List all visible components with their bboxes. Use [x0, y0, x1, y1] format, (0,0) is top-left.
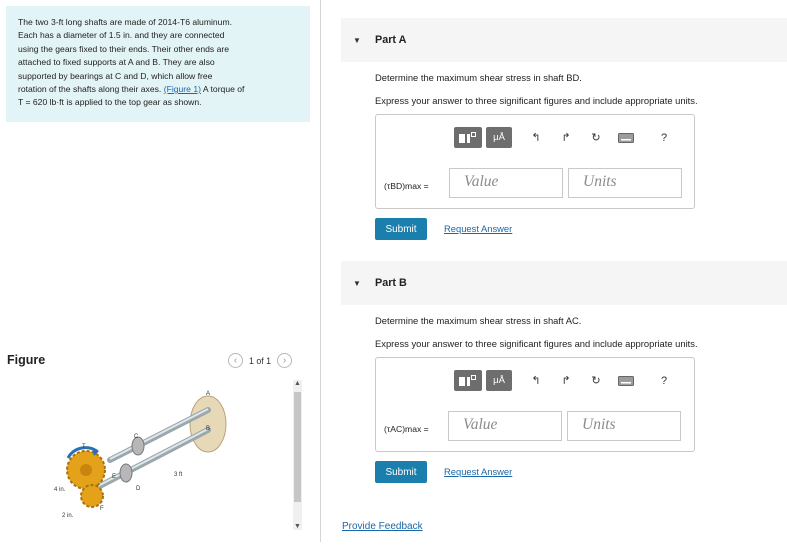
- template-icon: [458, 374, 478, 388]
- collapse-triangle-icon[interactable]: ▼: [353, 35, 361, 45]
- collapse-triangle-icon[interactable]: ▼: [353, 278, 361, 288]
- label-a: A: [206, 391, 211, 397]
- label-radius-2: 2 in.: [62, 513, 74, 519]
- symbols-button[interactable]: μÅ: [486, 370, 512, 391]
- figure-title: Figure: [7, 353, 46, 367]
- fixed-support: [190, 396, 226, 452]
- tau-ac-label: (τAC)max =: [384, 424, 429, 434]
- label-radius-4: 4 in.: [54, 487, 66, 493]
- part-a-header[interactable]: [341, 18, 787, 62]
- part-b-question: Determine the maximum shear stress in shaft AC.: [375, 315, 582, 326]
- keyboard-glyph: [618, 133, 634, 143]
- label-c: C: [134, 434, 139, 440]
- part-a-title: Part A: [375, 34, 407, 46]
- problem-text: rotation of the shafts along their axes.: [18, 84, 164, 95]
- part-a-question: Determine the maximum shear stress in shaft BD.: [375, 72, 582, 83]
- page-indicator: 1 of 1: [249, 355, 272, 366]
- provide-feedback-link[interactable]: Provide Feedback: [342, 521, 423, 532]
- label-f: F: [100, 506, 104, 512]
- figure-image: [48, 380, 288, 540]
- figure-link[interactable]: (Figure 1): [163, 84, 201, 95]
- gear-hub: [80, 464, 92, 476]
- problem-text: A torque of: [200, 84, 245, 95]
- chevron-left-icon[interactable]: ‹: [228, 353, 243, 368]
- part-b-answer-box: [375, 357, 695, 452]
- scroll-up-icon[interactable]: ▲: [294, 380, 301, 387]
- math-toolbar: [454, 127, 674, 148]
- scroll-down-icon[interactable]: ▼: [294, 523, 301, 530]
- help-icon[interactable]: ?: [660, 131, 668, 144]
- units-input[interactable]: Units: [568, 168, 682, 198]
- gear-f: [81, 485, 103, 507]
- part-a-request-answer-link[interactable]: Request Answer: [444, 223, 513, 234]
- reset-icon[interactable]: ↻: [591, 375, 601, 387]
- units-input[interactable]: Units: [567, 411, 681, 441]
- chevron-right-icon[interactable]: ›: [277, 353, 292, 368]
- value-input[interactable]: Value: [449, 168, 563, 198]
- shaft-gear-diagram: [48, 380, 288, 540]
- problem-line: using the gears fixed to their ends. Their other ends are: [18, 43, 229, 54]
- keyboard-icon[interactable]: [616, 128, 636, 148]
- undo-icon[interactable]: ↰: [531, 375, 541, 387]
- label-b: B: [206, 426, 211, 432]
- bearing-d: [120, 464, 132, 482]
- tau-bd-label: (τBD)max =: [384, 181, 429, 191]
- redo-icon[interactable]: ↱: [561, 375, 571, 387]
- label-e: E: [112, 474, 117, 480]
- undo-icon[interactable]: ↰: [531, 132, 541, 144]
- label-d: D: [136, 486, 141, 492]
- part-a-instruction: Express your answer to three significant figures and include appropriate units.: [375, 95, 698, 106]
- reset-icon[interactable]: ↻: [591, 132, 601, 144]
- problem-line: [18, 83, 298, 96]
- symbols-button[interactable]: μÅ: [486, 127, 512, 148]
- template-icon: [458, 131, 478, 145]
- problem-line: supported by bearings at C and D, which allow free: [18, 70, 213, 81]
- math-toolbar: [454, 370, 674, 391]
- value-input[interactable]: Value: [448, 411, 562, 441]
- problem-line: T = 620 lb·ft is applied to the top gear as shown.: [18, 97, 202, 108]
- label-t: T: [82, 444, 86, 450]
- help-icon[interactable]: ?: [660, 374, 668, 387]
- templates-button[interactable]: [454, 370, 482, 391]
- keyboard-glyph: [618, 376, 634, 386]
- part-b-request-answer-link[interactable]: Request Answer: [444, 466, 513, 477]
- left-pane: [0, 0, 320, 542]
- label-length: 3 ft: [174, 472, 183, 478]
- part-b-title: Part B: [375, 277, 407, 289]
- problem-line: The two 3-ft long shafts are made of 2014-T6 aluminum.: [18, 17, 232, 27]
- part-a-submit-button[interactable]: Submit: [375, 218, 427, 240]
- figure-pager: [228, 353, 292, 368]
- scroll-thumb[interactable]: [294, 392, 301, 502]
- problem-statement: [6, 6, 310, 122]
- part-a-answer-box: [375, 114, 695, 209]
- problem-line: Each has a diameter of 1.5 in. and they are connected: [18, 30, 225, 41]
- pane-divider: [320, 0, 321, 542]
- redo-icon[interactable]: ↱: [561, 132, 571, 144]
- templates-button[interactable]: [454, 127, 482, 148]
- part-b-header[interactable]: [341, 261, 787, 305]
- part-b-submit-button[interactable]: Submit: [375, 461, 427, 483]
- figure-scrollbar[interactable]: [293, 380, 302, 530]
- problem-line: attached to fixed supports at A and B. They are also: [18, 57, 215, 68]
- keyboard-icon[interactable]: [616, 371, 636, 391]
- part-b-instruction: Express your answer to three significant figures and include appropriate units.: [375, 338, 698, 349]
